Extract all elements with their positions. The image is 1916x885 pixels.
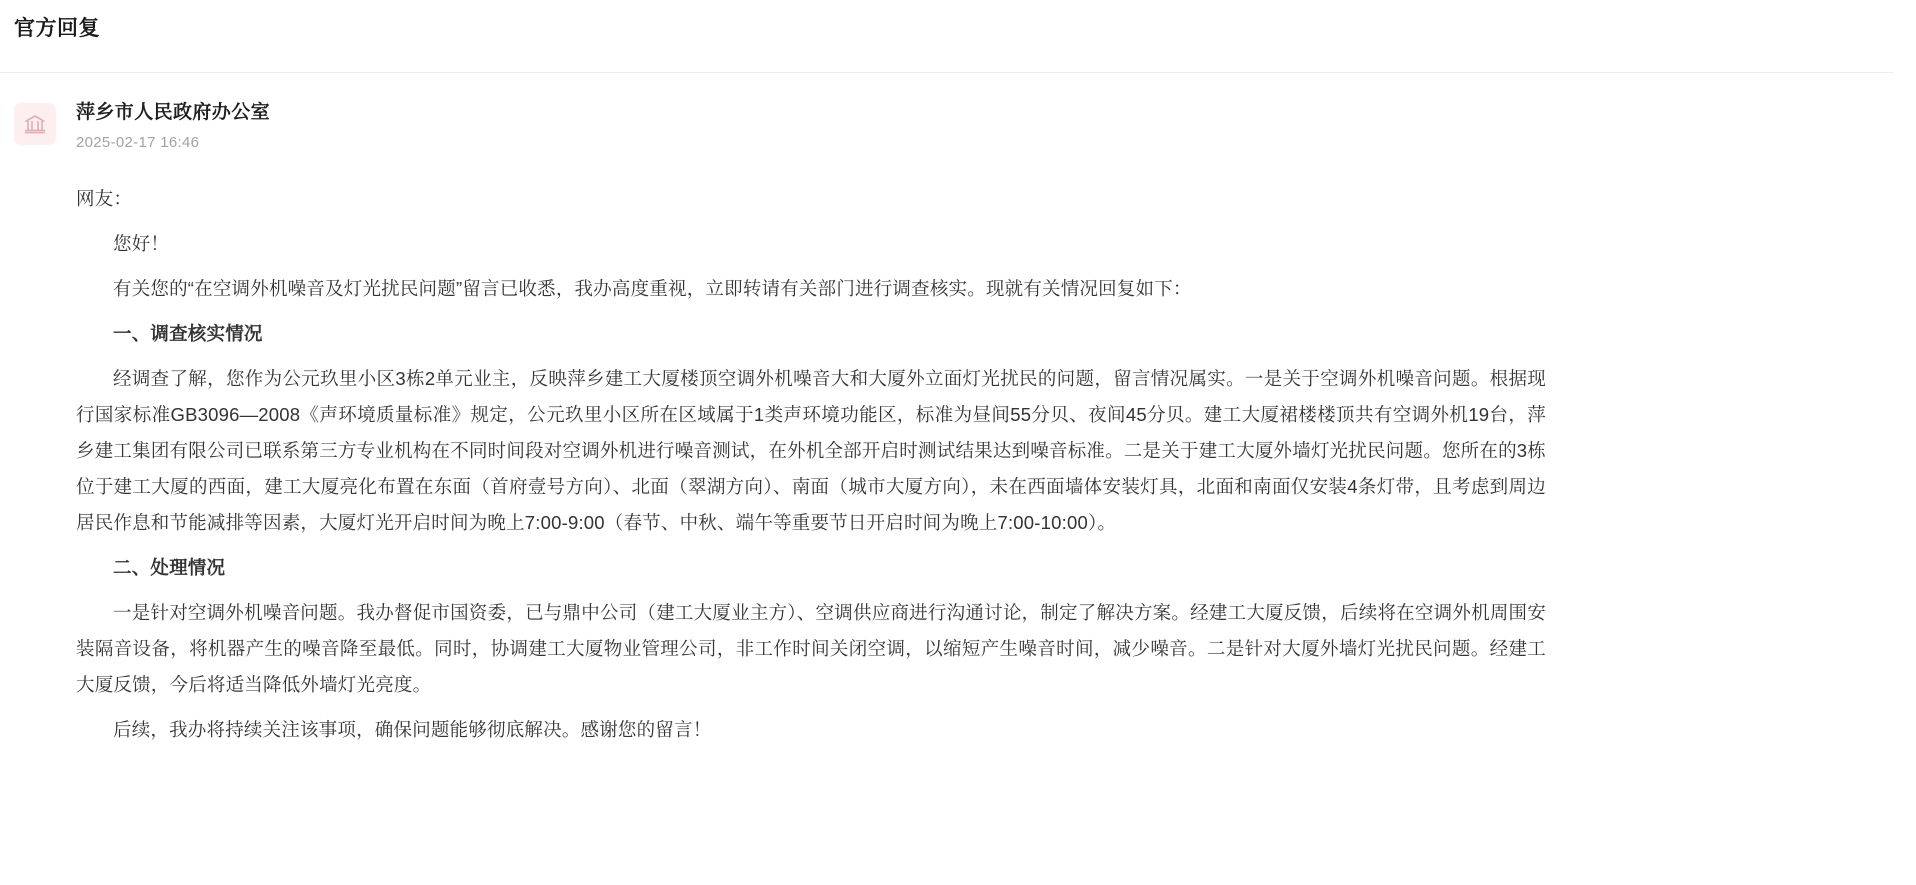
reply-paragraph: 一是针对空调外机噪音问题。我办督促市国资委，已与鼎中公司（建工大厦业主方）、空调供应商进行沟通讨论，制定了解决方案。经建工大厦反馈，后续将在空调外机周围安装隔音设备，将机器产生的噪音降至最低。同时，协调建工大厦物业管理公司，非工作时间关闭空调，以缩短产生噪音时间，减少噪音。二是针对大厦外墙灯光扰民问题。经建工大厦反馈，今后将适当降低外墙灯光亮度。: [76, 602, 1546, 695]
reply-content: [76, 181, 1546, 748]
reply-body: [76, 99, 1916, 757]
reply-block: [0, 73, 1916, 757]
reply-paragraph: 网友：: [76, 188, 133, 209]
reply-paragraph: 经调查了解，您作为公元玖里小区3栋2单元业主，反映萍乡建工大厦楼顶空调外机噪音大和大厦外立面灯光扰民的问题，留言情况属实。一是关于空调外机噪音问题。根据现行国家标准GB3096—2008《声环境质量标准》规定，公元玖里小区所在区域属于1类声环境功能区，标准为昼间55分贝、夜间45分贝。建工大厦裙楼楼顶共有空调外机19台，萍乡建工集团有限公司已联系第三方专业机构在不同时间段对空调外机进行噪音测试，在外机全部开启时测试结果达到噪音标准。二是关于建工大厦外墙灯光扰民问题。您所在的3栋位于建工大厦的西面，建工大厦亮化布置在东面（首府壹号方向）、北面（翠湖方向）、南面（城市大厦方向），未在西面墙体安装灯具，北面和南面仅安装4条灯带，且考虑到周边居民作息和节能减排等因素，大厦灯光开启时间为晚上7:00-9:00（春节、中秋、端午等重要节日开启时间为晚上7:00-10:00）。: [76, 368, 1546, 533]
section-header: [0, 0, 1916, 62]
avatar: [14, 103, 56, 145]
reply-paragraph: 有关您的“在空调外机噪音及灯光扰民问题”留言已收悉，我办高度重视，立即转请有关部门进行调查核实。现就有关情况回复如下：: [113, 278, 1192, 299]
page-title: 官方回复: [14, 17, 100, 40]
reply-section-heading: 一、调查核实情况: [113, 323, 263, 344]
reply-paragraph: 后续，我办将持续关注该事项，确保问题能够彻底解决。感谢您的留言！: [113, 719, 712, 740]
department-name: 萍乡市人民政府办公室: [76, 102, 271, 123]
government-building-icon: [23, 112, 47, 136]
reply-timestamp: 2025-02-17 16:46: [76, 134, 200, 151]
reply-paragraph: 您好！: [113, 233, 170, 254]
reply-section-heading: 二、处理情况: [113, 557, 226, 578]
